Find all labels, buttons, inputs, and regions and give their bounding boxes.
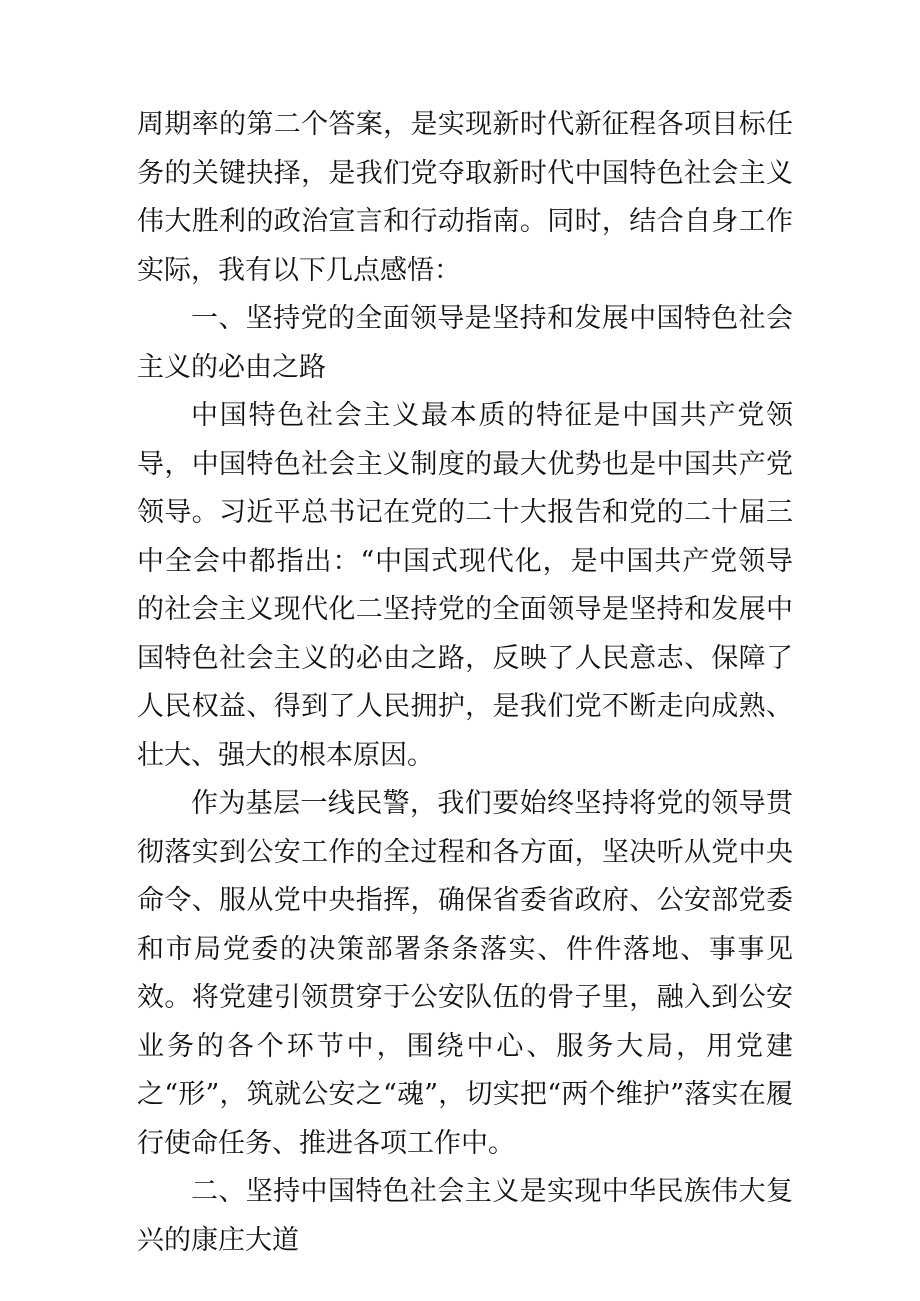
- paragraph-party-leadership: 中国特色社会主义最本质的特征是中国共产党领导，中国特色社会主义制度的最大优势也是中国共产党领导。习近平总书记在党的二十大报告和党的二十届三中全会中都指出：“中国式现代化，是中国共产党领导的社会主义现代化二坚持党的全面领导是坚持和发展中国特色社会主义的必由之路，反映了人民意志、保障了人民权益、得到了人民拥护，是我们党不断走向成熟、壮大、强大的根本原因。: [137, 400, 793, 771]
- paragraph-intro-continuation: 周期率的第二个答案，是实现新时代新征程各项目标任务的关键抉择，是我们党夺取新时代中国特色社会主义伟大胜利的政治宣言和行动指南。同时，结合自身工作实际，我有以下几点感悟：: [137, 109, 793, 286]
- section-heading-one: 一、坚持党的全面领导是坚持和发展中国特色社会主义的必由之路: [137, 303, 793, 383]
- document-body: [137, 101, 793, 1265]
- section-heading-two: 二、坚持中国特色社会主义是实现中华民族伟大复兴的康庄大道: [137, 1176, 793, 1256]
- paragraph-police-duty: 作为基层一线民警，我们要始终坚持将党的领导贯彻落实到公安工作的全过程和各方面，坚决听从党中央命令、服从党中央指挥，确保省委省政府、公安部党委和市局党委的决策部署条条落实、件件落地、事事见效。将党建引领贯穿于公安队伍的骨子里，融入到公安业务的各个环节中，围绕中心、服务大局，用党建之“形”，筑就公安之“魂”，切实把“两个维护”落实在履行使命任务、推进各项工作中。: [137, 788, 793, 1159]
